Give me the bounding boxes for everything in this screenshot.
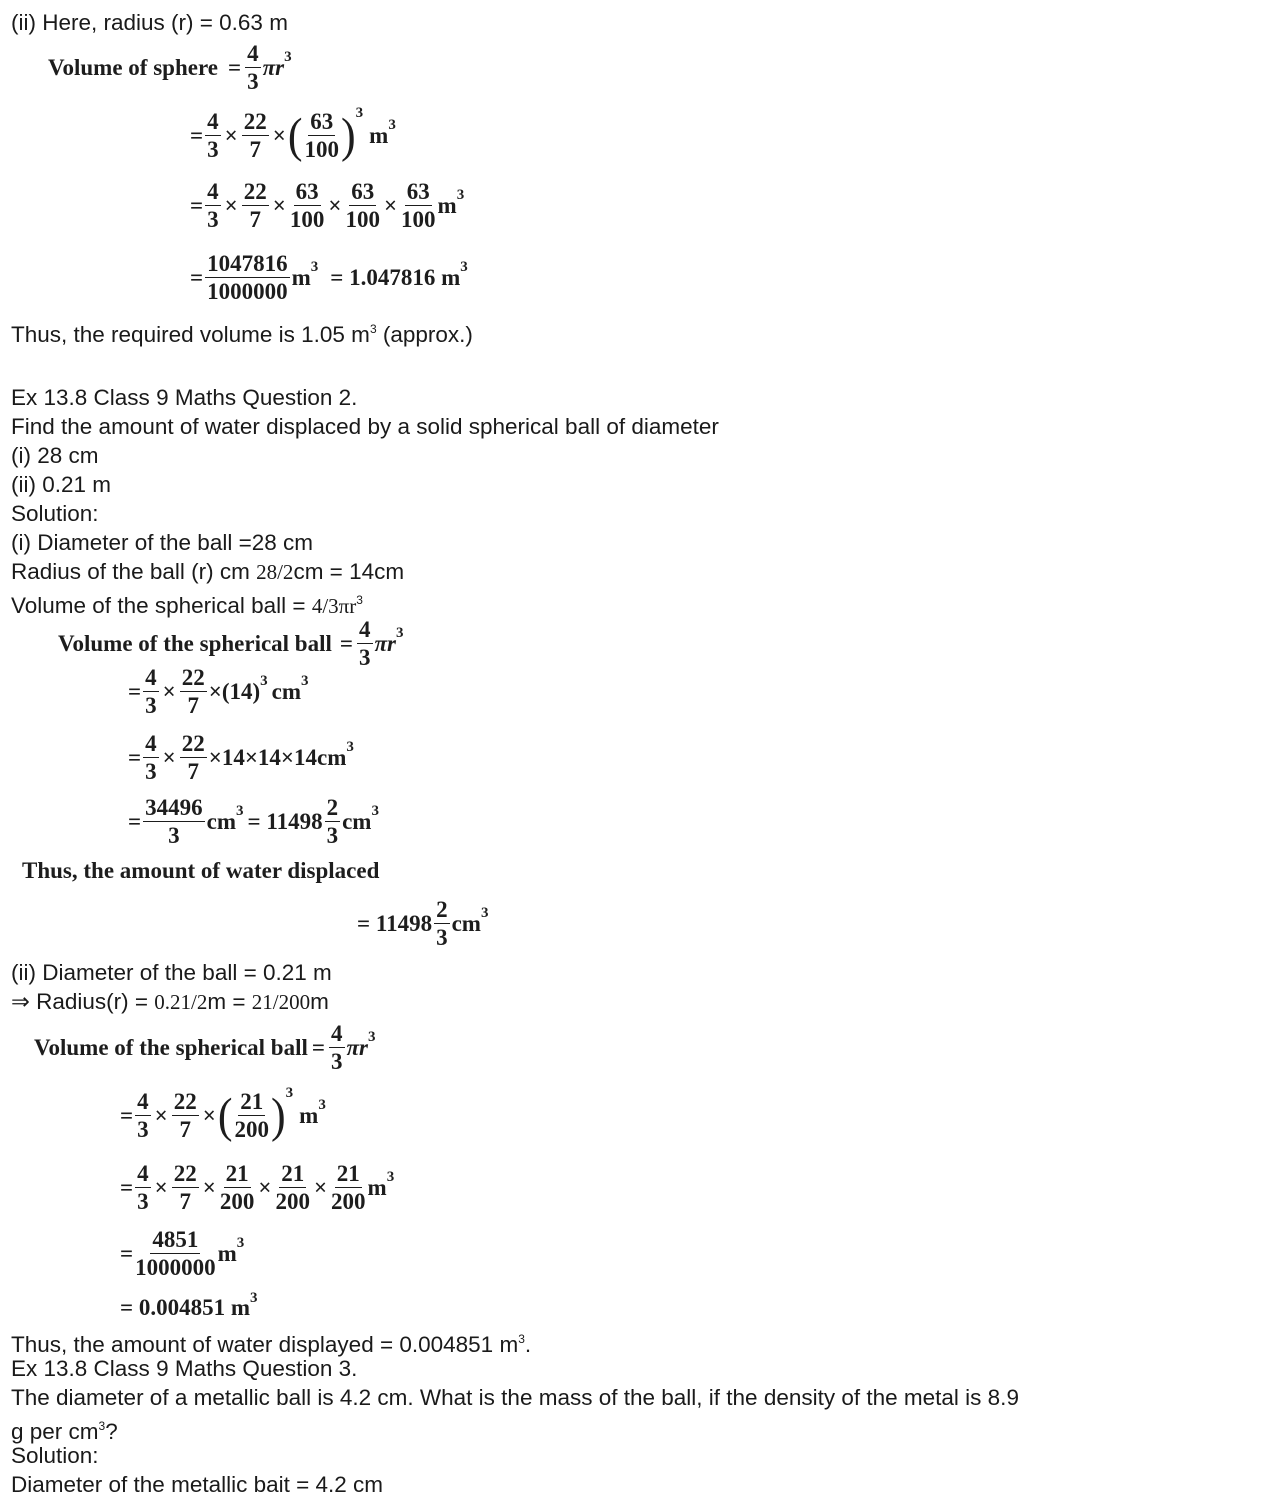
math-token: × xyxy=(224,192,238,218)
formula-step-1 xyxy=(120,1085,326,1142)
math-token: Thus, the amount of water displaced xyxy=(22,858,380,883)
text-line: (ii) 0.21 m xyxy=(11,472,112,497)
math-token: 3 xyxy=(247,69,259,94)
math-token: 3 xyxy=(207,137,219,162)
math-token: = xyxy=(128,808,142,834)
text-line: Diameter of the metallic bait = 4.2 cm xyxy=(11,1472,384,1497)
fraction xyxy=(205,180,221,231)
math-token: 22 xyxy=(243,179,267,204)
math-token: 7 xyxy=(249,207,261,232)
math-token: 21 xyxy=(240,1089,264,1114)
formula-step-2 xyxy=(120,1162,394,1213)
math-token: 7 xyxy=(179,1189,191,1214)
math-token: 4 xyxy=(359,617,371,642)
math-token: 3 xyxy=(98,1419,106,1433)
pi-r: πr xyxy=(262,54,285,80)
math-token: 100 xyxy=(304,137,339,162)
math-token: × xyxy=(162,678,176,704)
math-token: 3 xyxy=(207,207,219,232)
math-token: Volume of the spherical ball = xyxy=(11,593,312,618)
math-token: 22 xyxy=(243,109,267,134)
fraction xyxy=(143,796,205,847)
math-token: × xyxy=(154,1174,168,1200)
fraction xyxy=(172,1162,199,1213)
math-token: (approx.) xyxy=(376,322,473,347)
math-token: 7 xyxy=(179,1117,191,1142)
formula-volume-ball xyxy=(34,1022,376,1073)
math-token: 3 xyxy=(250,1289,258,1306)
formula-step-2 xyxy=(128,732,354,783)
math-token: g per cm xyxy=(11,1419,99,1444)
math-token: ) xyxy=(270,1088,286,1142)
math-token: 22 xyxy=(181,665,205,690)
math-token: = 1.047816 m xyxy=(330,264,461,290)
math-token: m xyxy=(437,192,457,218)
math-token: πr xyxy=(374,630,397,656)
fraction xyxy=(345,180,380,231)
math-token: cm xyxy=(451,910,481,936)
math-token: cm xyxy=(206,808,236,834)
fraction xyxy=(172,1090,199,1141)
formula-step-3 xyxy=(120,1228,244,1279)
fraction xyxy=(331,1162,366,1213)
math-token: 3 xyxy=(359,645,371,670)
text-line xyxy=(11,987,329,1017)
fraction xyxy=(242,180,269,231)
math-token: 100 xyxy=(401,207,436,232)
math-token: = xyxy=(128,678,142,704)
math-token: 3 xyxy=(168,823,180,848)
solution-label: Solution: xyxy=(11,1443,99,1468)
fraction xyxy=(275,1162,310,1213)
text-line: (ii) Diameter of the ball = 0.21 m xyxy=(11,960,332,985)
math-token: 0.21/2 xyxy=(154,990,208,1014)
text-line xyxy=(11,315,473,349)
solution-label: Solution: xyxy=(11,501,99,526)
equals: = xyxy=(227,54,242,80)
question-title: Ex 13.8 Class 9 Maths Question 2. xyxy=(11,385,358,410)
math-token: × xyxy=(328,192,342,218)
math-token: 3 xyxy=(518,1332,525,1346)
math-token: cm = 14cm xyxy=(293,559,405,584)
fraction xyxy=(290,180,325,231)
math-token: 7 xyxy=(187,693,199,718)
math-token: 4 xyxy=(207,109,219,134)
fraction xyxy=(401,180,436,231)
math-token: 4 xyxy=(145,731,157,756)
math-token: = xyxy=(120,1174,134,1200)
fraction xyxy=(234,1090,269,1141)
math-token: ( xyxy=(287,108,303,162)
math-token: 4 xyxy=(145,665,157,690)
math-token: 2 xyxy=(326,795,339,820)
fraction xyxy=(434,898,450,949)
math-token: 21 xyxy=(281,1161,305,1186)
math-token: 3 xyxy=(235,803,244,819)
math-token: 21 xyxy=(336,1161,360,1186)
math-token: = xyxy=(120,1102,134,1128)
math-token: 21/200 xyxy=(251,990,311,1014)
math-token: Volume of the spherical ball xyxy=(58,630,332,656)
fraction xyxy=(245,42,261,93)
formula-conclusion xyxy=(22,858,379,884)
math-token: 63 xyxy=(351,179,375,204)
math-token: = xyxy=(128,744,142,770)
math-token: 2 xyxy=(436,897,448,922)
math-token: 3 xyxy=(346,739,354,755)
math-token: 3 xyxy=(301,673,309,689)
formula-step-1 xyxy=(128,666,309,717)
fraction xyxy=(143,732,159,783)
formula-step-3 xyxy=(128,796,379,847)
question-text: The diameter of a metallic ball is 4.2 cm. What is the mass of the ball, if the density of the metal is 8.9 xyxy=(11,1385,1019,1410)
math-token: 3 xyxy=(460,259,468,275)
fraction xyxy=(242,110,269,161)
math-token: 3 xyxy=(236,1235,245,1251)
formula-result xyxy=(120,1289,258,1321)
math-token: 28/2 xyxy=(256,560,294,584)
math-token: 3 xyxy=(285,1085,294,1101)
math-token: 22 xyxy=(173,1161,197,1186)
math-token: 1047816 xyxy=(207,251,288,276)
math-token: 3 xyxy=(310,259,319,275)
formula-volume-ball xyxy=(58,618,404,669)
math-token: ( xyxy=(217,1088,233,1142)
math-token: 3 xyxy=(388,117,396,133)
math-token: 4/3πr xyxy=(311,594,357,618)
math-token: cm xyxy=(342,808,372,834)
formula-step-3 xyxy=(190,252,468,303)
math-token: 200 xyxy=(331,1189,366,1214)
fraction xyxy=(135,1228,216,1279)
math-token: 3 xyxy=(369,322,377,336)
math-token: Thus, the required volume is 1.05 m xyxy=(11,322,370,347)
fraction xyxy=(329,1022,345,1073)
math-token: 21 xyxy=(225,1161,249,1186)
fraction xyxy=(357,618,373,669)
math-token: cm xyxy=(271,678,302,704)
question-text: Find the amount of water displaced by a solid spherical ball of diameter xyxy=(11,414,719,439)
math-token: × xyxy=(202,1174,216,1200)
math-token: 3 xyxy=(326,823,339,848)
math-token: 200 xyxy=(219,1189,255,1214)
math-token: Volume of the spherical ball xyxy=(34,1034,308,1060)
math-token: 3 xyxy=(331,1049,343,1074)
math-token: m xyxy=(291,264,311,290)
math-token: 1000000 xyxy=(135,1255,216,1280)
math-token: × xyxy=(383,192,398,218)
math-token: Thus, the amount of water displayed = 0.004851 m xyxy=(11,1332,519,1357)
math-token: 3 xyxy=(145,759,157,784)
fraction xyxy=(180,732,207,783)
math-token: ? xyxy=(105,1419,118,1444)
math-token: 200 xyxy=(275,1189,310,1214)
math-token: ) xyxy=(340,108,356,162)
math-token: 3 xyxy=(260,673,268,689)
math-token: 3 xyxy=(368,1029,376,1045)
math-token: 100 xyxy=(345,207,380,232)
math-token: × xyxy=(258,1174,272,1200)
math-token: 1000000 xyxy=(207,279,288,304)
formula-step-2 xyxy=(190,180,464,231)
math-token: m xyxy=(217,1240,237,1266)
math-token: = xyxy=(339,630,353,656)
math-token: 22 xyxy=(181,731,205,756)
math-token: 22 xyxy=(173,1089,197,1114)
math-token: 3 xyxy=(480,905,489,921)
formula-label: Volume of sphere xyxy=(48,54,218,80)
math-token: 4851 xyxy=(152,1227,199,1252)
math-token: ×14×14×14cm xyxy=(208,744,347,770)
text-line: (i) Diameter of the ball =28 cm xyxy=(11,530,313,555)
math-token: = xyxy=(120,1240,134,1266)
math-token: 3 xyxy=(284,49,292,65)
math-token: 3 xyxy=(386,1169,395,1185)
math-token: 3 xyxy=(396,625,404,641)
fraction xyxy=(180,666,207,717)
math-token: = xyxy=(190,264,204,290)
math-token: 3 xyxy=(145,693,157,718)
math-token: = xyxy=(190,192,204,218)
math-token: m xyxy=(310,989,329,1014)
math-token: 3 xyxy=(356,593,363,607)
math-token: = xyxy=(190,122,204,148)
math-token: ×(14) xyxy=(208,678,261,704)
math-token: 3 xyxy=(371,803,379,819)
math-token: × xyxy=(154,1102,168,1128)
fraction xyxy=(143,666,159,717)
text-line xyxy=(11,557,404,587)
math-token: 4 xyxy=(137,1089,149,1114)
math-token: × xyxy=(224,122,238,148)
text-line: (i) 28 cm xyxy=(11,443,99,468)
math-token: 3 xyxy=(436,925,448,950)
math-token: × xyxy=(313,1174,328,1200)
math-token: 100 xyxy=(289,207,325,232)
math-token: 3 xyxy=(456,187,465,203)
text-line: (ii) Here, radius (r) = 0.63 m xyxy=(11,10,288,35)
math-token: . xyxy=(524,1332,532,1357)
math-token: × xyxy=(202,1102,216,1128)
math-token: 3 xyxy=(137,1189,149,1214)
math-token: 4 xyxy=(207,179,219,204)
fraction xyxy=(205,110,221,161)
math-token: πr xyxy=(346,1034,369,1060)
math-token: 7 xyxy=(187,759,199,784)
fraction xyxy=(205,252,290,303)
formula-volume-sphere xyxy=(48,42,292,93)
math-token: = 11498 xyxy=(247,808,323,834)
math-token: 63 xyxy=(310,109,334,134)
formula-result xyxy=(357,898,488,949)
fraction xyxy=(325,796,341,847)
math-token: = xyxy=(311,1034,325,1060)
text-line xyxy=(11,586,363,621)
math-token: = 0.004851 m xyxy=(120,1295,251,1320)
math-token: Radius of the ball (r) cm xyxy=(11,559,257,584)
math-token: m xyxy=(299,1102,319,1128)
fraction xyxy=(304,110,339,161)
math-token: 200 xyxy=(234,1117,269,1142)
math-token: 4 xyxy=(137,1161,149,1186)
math-token: 4 xyxy=(247,41,259,66)
math-token: 4 xyxy=(331,1021,343,1046)
fraction xyxy=(135,1162,151,1213)
math-token: × xyxy=(162,744,176,770)
math-token: × xyxy=(272,122,286,148)
math-token: 3 xyxy=(355,105,364,121)
math-token: 3 xyxy=(137,1117,149,1142)
math-token: = 11498 xyxy=(357,910,433,936)
fraction xyxy=(135,1090,151,1141)
math-token: 7 xyxy=(249,137,261,162)
math-token: 63 xyxy=(406,179,430,204)
math-token: m xyxy=(367,1174,387,1200)
math-token: 63 xyxy=(295,179,319,204)
question-title: Ex 13.8 Class 9 Maths Question 3. xyxy=(11,1356,358,1381)
math-token: m xyxy=(369,122,389,148)
formula-step-1 xyxy=(190,105,396,162)
math-token: 3 xyxy=(318,1097,326,1113)
math-token: × xyxy=(272,192,286,218)
math-token: 34496 xyxy=(145,795,203,820)
math-token: ⇒ Radius(r) = xyxy=(11,989,155,1014)
math-token: m = xyxy=(207,989,252,1014)
fraction xyxy=(220,1162,255,1213)
